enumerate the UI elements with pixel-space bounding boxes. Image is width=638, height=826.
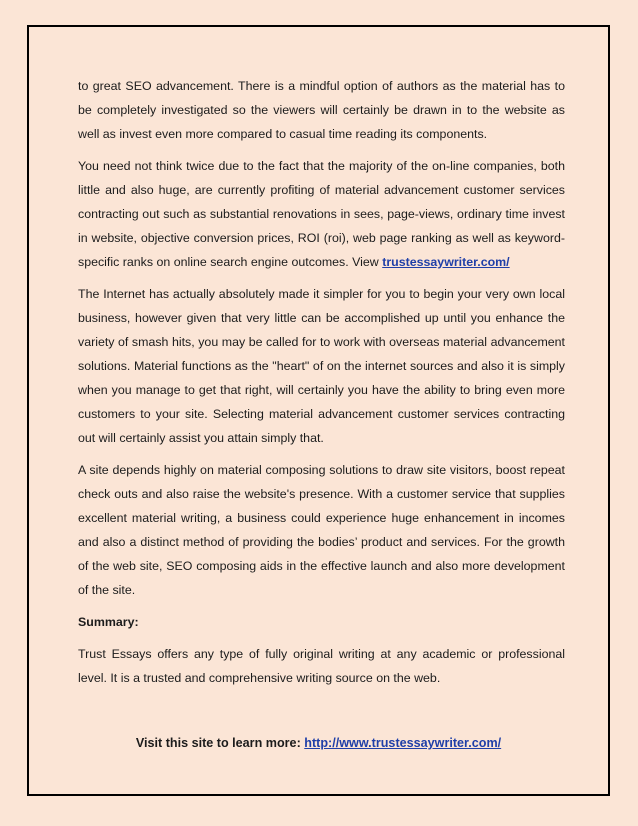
summary-paragraph: Trust Essays offers any type of fully original writing at any academic or professional level. It is a trusted and comprehensive writing source on the web. [78, 647, 565, 685]
footer-label: Visit this site to learn more: [135, 736, 305, 750]
paragraph-1: to great SEO advancement. There is a mindful option of authors as the material has to be completely investigated so the viewers will certainly be drawn in to the website as well as invest even more compared to casual time reading its components. [78, 79, 565, 141]
paragraph-2-text: You need not think twice due to the fact that the majority of the on-line companies, both little and also huge, are currently profiting of material advancement customer services contracting out such as substantial renovations in sees, page-views, ordinary time invest in website, objective conversion prices, ROI (roi), web page ranking as well as keyword-specific ranks on online search engine outcomes. View [78, 159, 565, 269]
summary-heading: Summary: [78, 615, 139, 629]
footer-url-link[interactable]: http://www.trustessaywriter.com/ [304, 736, 502, 750]
paragraph-2 [78, 154, 565, 274]
paragraph-4: A site depends highly on material composing solutions to draw site visitors, boost repeat check outs and also raise the website's presence. With a customer service that supplies excellent material writing, a business could experience huge enhancement in incomes and also a distinct method of providing the bodies’ product and services. For the growth of the web site, SEO composing aids in the effective launch and also more development of the site. [78, 463, 565, 597]
document-body [78, 74, 565, 698]
footer-cta [29, 734, 608, 752]
page-frame [27, 25, 610, 796]
trustessaywriter-link[interactable]: trustessaywriter.com/ [382, 255, 510, 269]
paragraph-3: The Internet has actually absolutely made it simpler for you to begin your very own local business, however given that very little can be accomplished up until you enhance the variety of smash hits, you may be called for to work with overseas material advancement solutions. Material functions as the "heart" of on the internet sources and also it is simply when you manage to get that right, will certainly you have the ability to bring even more customers to your site. Selecting material advancement customer services contracting out will certainly assist you attain simply that. [78, 287, 565, 445]
